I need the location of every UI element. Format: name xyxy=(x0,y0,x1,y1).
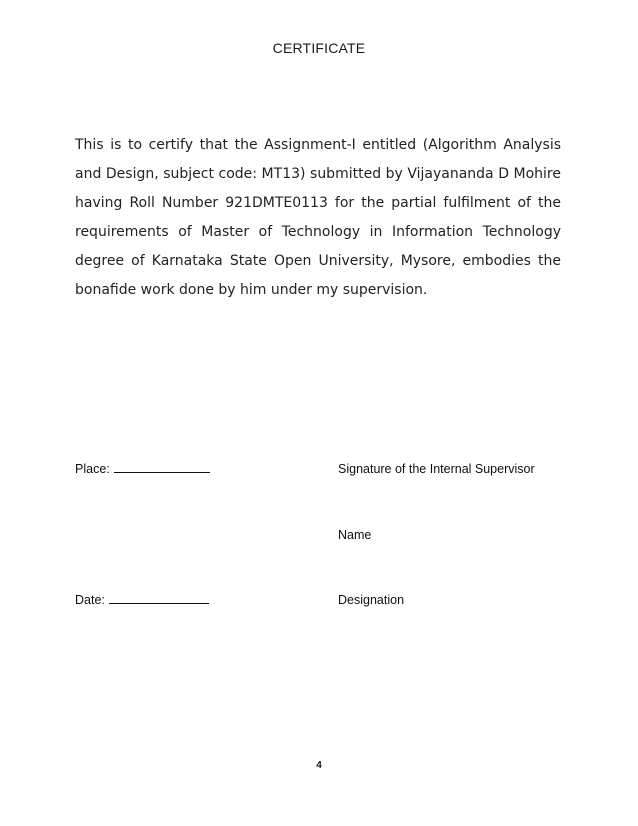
certificate-body: This is to certify that the Assignment-I entitled (Algorithm Analysis and Design, subject code: MT13) submitted by Vijayananda D Mohire having Roll Number 921DMTE0113 for the partial fulfilment of the requirements of Master of Technology in Information Technology degree of Karnataka State Open University, Mysore, embodies the bonafide work done by him under my supervision. xyxy=(75,137,561,298)
designation-label: Designation xyxy=(338,593,405,607)
name-label: Name xyxy=(338,528,372,542)
place-field xyxy=(75,462,210,476)
date-blank-line xyxy=(109,593,209,604)
page-title: CERTIFICATE xyxy=(272,40,366,56)
place-blank-line xyxy=(114,462,210,473)
page-number: 4 xyxy=(316,760,322,771)
supervisor-signature-label: Signature of the Internal Supervisor xyxy=(338,462,535,476)
place-label: Place: xyxy=(75,462,110,476)
date-label: Date: xyxy=(75,593,105,607)
date-field xyxy=(75,593,209,607)
